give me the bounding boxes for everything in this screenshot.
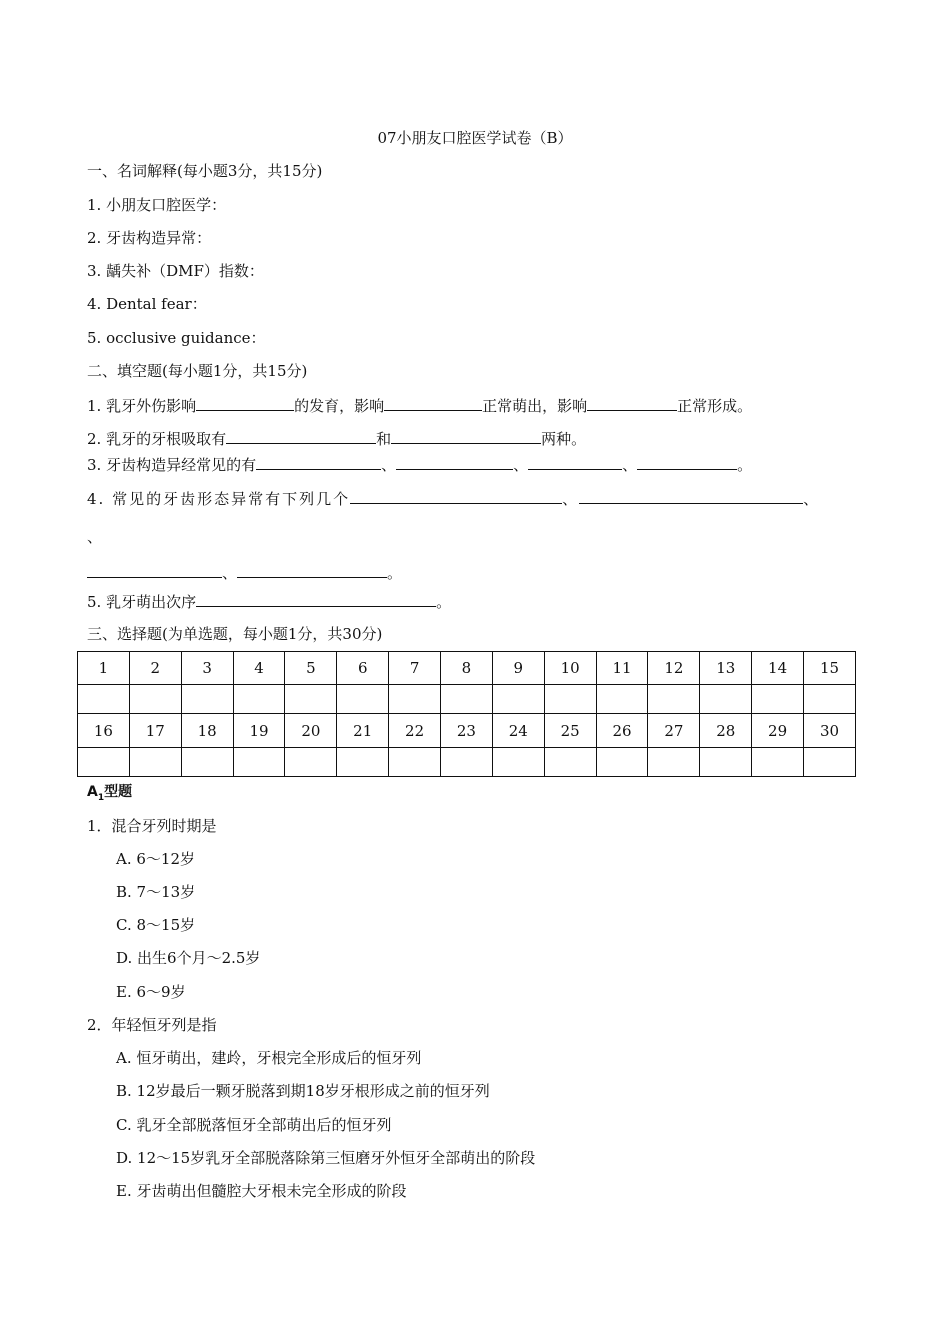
answer-number: 3 (181, 652, 233, 685)
q2-text-b: 和 (376, 430, 392, 448)
term-item: 2. 牙齿构造异常： (87, 229, 212, 247)
answer-number: 25 (544, 714, 596, 747)
answer-box[interactable] (389, 685, 441, 714)
q2-text-a: 2. 乳牙的牙根吸取有 (87, 430, 227, 448)
answer-box[interactable] (804, 747, 856, 776)
answer-blank[interactable] (196, 395, 294, 411)
answer-number: 1 (78, 652, 130, 685)
answer-box[interactable] (389, 747, 441, 776)
section3-heading: 三、选择题(为单选题，每小题1分，共30分) (87, 625, 383, 643)
answer-box[interactable] (596, 747, 648, 776)
q3-text-a: 3. 牙齿构造异经常见的有 (87, 456, 257, 474)
term-item: 3. 龋失补（DMF）指数： (87, 262, 264, 280)
answer-box-row (78, 685, 856, 714)
answer-box[interactable] (233, 747, 285, 776)
option-a[interactable]: A. 恒牙萌出，建㱓，牙根完全形成后的恒牙列 (116, 1049, 422, 1067)
answer-blank[interactable] (256, 454, 381, 470)
fill-question-4-cont (87, 562, 402, 583)
answer-number: 16 (78, 714, 130, 747)
answer-box[interactable] (441, 747, 493, 776)
period: 。 (436, 593, 452, 611)
answer-blank[interactable] (226, 428, 376, 444)
answer-blank[interactable] (384, 395, 482, 411)
answer-blank[interactable] (237, 562, 387, 578)
question-stem: 1．混合牙列时期是 (87, 817, 217, 835)
answer-blank[interactable] (579, 488, 803, 504)
period: 。 (737, 456, 753, 474)
answer-box-row (78, 747, 856, 776)
option-d[interactable]: D. 12～15岁乳牙全部脱落除第三恒磨牙外恒牙全部萌出的阶段 (116, 1149, 536, 1167)
answer-blank[interactable] (87, 562, 222, 578)
answer-box[interactable] (78, 747, 130, 776)
answer-number-row (78, 652, 856, 685)
answer-box[interactable] (129, 685, 181, 714)
answer-number: 11 (596, 652, 648, 685)
answer-blank[interactable] (350, 488, 562, 504)
answer-number: 27 (648, 714, 700, 747)
answer-number: 10 (544, 652, 596, 685)
answer-number: 2 (129, 652, 181, 685)
fill-question-3 (87, 454, 752, 475)
term-item: 5. occlusive guidance： (87, 329, 266, 347)
answer-box[interactable] (441, 685, 493, 714)
answer-box[interactable] (337, 747, 389, 776)
q1-text-b: 的发育，影响 (294, 397, 385, 415)
answer-box[interactable] (596, 685, 648, 714)
option-b[interactable]: B. 12岁最后一颗牙脱落到期18岁牙根形成之前的恒牙列 (116, 1082, 490, 1100)
answer-number: 24 (492, 714, 544, 747)
answer-number: 13 (700, 652, 752, 685)
section2-heading: 二、填空题(每小题1分，共15分) (87, 362, 308, 380)
answer-blank[interactable] (396, 454, 513, 470)
section1-heading: 一、名词解释(每小题3分，共15分) (87, 162, 323, 180)
q1-text-d: 正常形成。 (677, 397, 753, 415)
answer-blank[interactable] (637, 454, 737, 470)
answer-number: 15 (804, 652, 856, 685)
question-stem: 2．年轻恒牙列是指 (87, 1016, 217, 1034)
answer-number: 29 (752, 714, 804, 747)
answer-box[interactable] (285, 747, 337, 776)
answer-box[interactable] (804, 685, 856, 714)
answer-box[interactable] (233, 685, 285, 714)
answer-blank[interactable] (587, 395, 677, 411)
type-letter: A (87, 784, 98, 800)
answer-number: 9 (492, 652, 544, 685)
answer-box[interactable] (544, 685, 596, 714)
q1-text-c: 正常萌出，影响 (482, 397, 588, 415)
q4-text-a: 4. 常见的牙齿形态异常有下列几个 (87, 490, 351, 508)
answer-number: 26 (596, 714, 648, 747)
separator: 、 (803, 490, 821, 508)
answer-box[interactable] (648, 747, 700, 776)
answer-number: 21 (337, 714, 389, 747)
answer-number: 14 (752, 652, 804, 685)
answer-box[interactable] (181, 747, 233, 776)
separator: 、 (562, 490, 580, 508)
answer-number: 7 (389, 652, 441, 685)
answer-sheet-table (77, 651, 856, 777)
separator: 、 (222, 564, 238, 582)
q4-continuation-sep: 、 (87, 528, 103, 546)
option-c[interactable]: C. 乳牙全部脱落恒牙全部萌出后的恒牙列 (116, 1116, 392, 1134)
answer-box[interactable] (700, 685, 752, 714)
answer-box[interactable] (492, 747, 544, 776)
type-suffix: 型题 (104, 784, 133, 800)
option-c[interactable]: C. 8～15岁 (116, 916, 196, 934)
answer-box[interactable] (285, 685, 337, 714)
answer-box[interactable] (129, 747, 181, 776)
fill-question-2 (87, 428, 586, 449)
answer-blank[interactable] (391, 428, 541, 444)
answer-number: 12 (648, 652, 700, 685)
answer-box[interactable] (752, 685, 804, 714)
fill-question-5 (87, 591, 451, 612)
separator: 、 (513, 456, 529, 474)
answer-blank[interactable] (196, 591, 436, 607)
answer-box[interactable] (752, 747, 804, 776)
fill-question-4 (87, 488, 820, 509)
answer-number: 8 (441, 652, 493, 685)
q2-text-c: 两种。 (541, 430, 587, 448)
answer-number: 19 (233, 714, 285, 747)
answer-number: 23 (441, 714, 493, 747)
answer-box[interactable] (700, 747, 752, 776)
answer-blank[interactable] (528, 454, 622, 470)
answer-box[interactable] (181, 685, 233, 714)
answer-number: 5 (285, 652, 337, 685)
answer-number: 30 (804, 714, 856, 747)
page-title: 07小朋友口腔医学试卷（B） (377, 129, 573, 147)
option-b[interactable]: B. 7～13岁 (116, 883, 196, 901)
answer-box[interactable] (492, 685, 544, 714)
option-e[interactable]: E. 牙齿萌出但髓腔大牙根未完全形成的阶段 (116, 1182, 407, 1200)
option-e[interactable]: E. 6～9岁 (116, 983, 186, 1001)
answer-number: 18 (181, 714, 233, 747)
q5-text-a: 5. 乳牙萌出次序 (87, 593, 197, 611)
answer-number: 4 (233, 652, 285, 685)
answer-number: 20 (285, 714, 337, 747)
answer-number: 22 (389, 714, 441, 747)
answer-number: 28 (700, 714, 752, 747)
answer-box[interactable] (337, 685, 389, 714)
fill-question-1 (87, 395, 752, 416)
question-type-label (87, 782, 132, 808)
answer-box[interactable] (648, 685, 700, 714)
option-a[interactable]: A. 6～12岁 (116, 850, 195, 868)
term-item: 1. 小朋友口腔医学： (87, 196, 227, 214)
answer-number-row (78, 714, 856, 747)
q1-text-a: 1. 乳牙外伤影响 (87, 397, 197, 415)
type-subscript: 1 (97, 792, 105, 803)
answer-box[interactable] (78, 685, 130, 714)
answer-number: 6 (337, 652, 389, 685)
answer-box[interactable] (544, 747, 596, 776)
separator: 、 (622, 456, 638, 474)
period: 。 (387, 564, 403, 582)
term-item: 4. Dental fear： (87, 295, 207, 313)
option-d[interactable]: D. 出生6个月～2.5岁 (116, 949, 261, 967)
separator: 、 (381, 456, 397, 474)
answer-number: 17 (129, 714, 181, 747)
